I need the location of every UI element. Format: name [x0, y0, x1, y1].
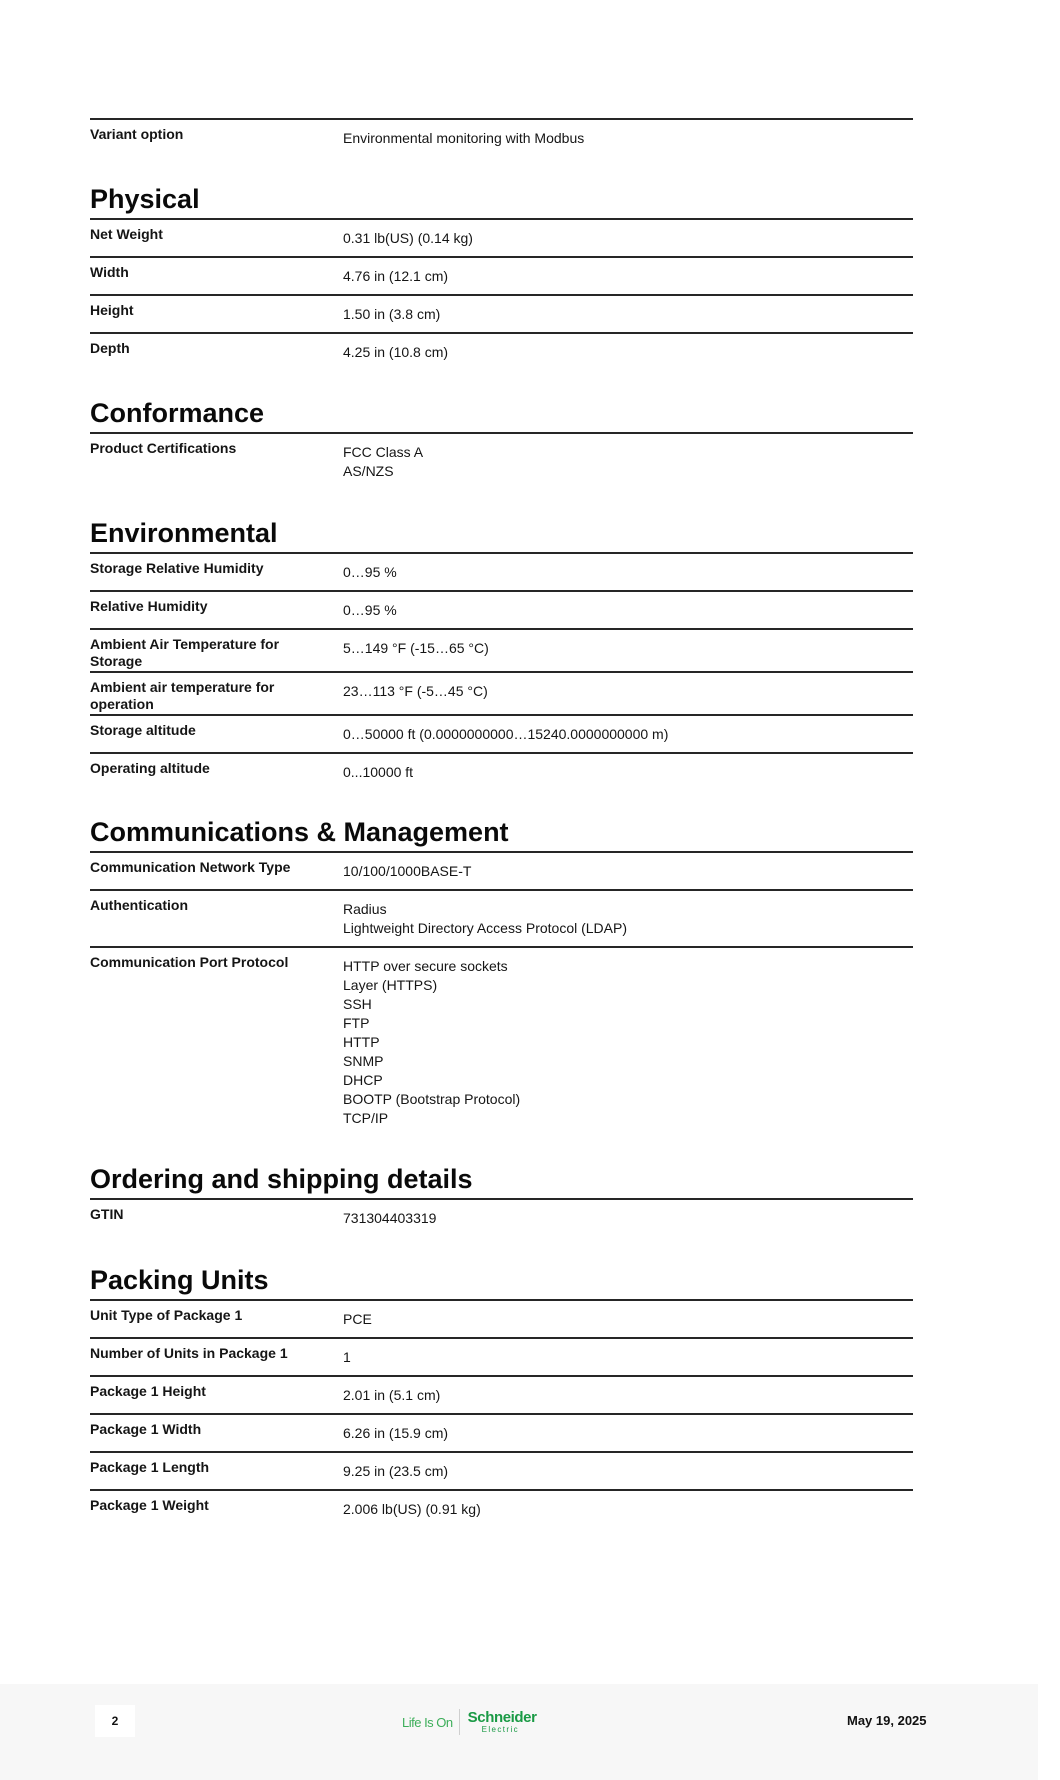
spec-value: 23…113 °F (-5…45 °C)	[343, 683, 488, 699]
spec-value: 0…95 %	[343, 564, 397, 580]
spec-label: Net Weight	[90, 226, 163, 242]
section-packing	[90, 1265, 913, 1527]
spec-label: Variant option	[90, 126, 184, 142]
section-title: Conformance	[90, 398, 265, 428]
spec-value: 10/100/1000BASE-T	[343, 863, 472, 879]
spec-label: Storage Relative Humidity	[90, 560, 264, 576]
spec-label: Product Certifications	[90, 440, 237, 456]
spec-row	[90, 628, 913, 671]
spec-label: Unit Type of Package 1	[90, 1307, 243, 1323]
spec-label: Ambient Air Temperature for Storage	[90, 636, 280, 669]
schneider-logo	[402, 1708, 537, 1736]
spec-value: 1.50 in (3.8 cm)	[343, 306, 441, 322]
logo-tagline: Life Is On	[402, 1714, 453, 1730]
spec-label: Height	[90, 302, 134, 318]
section-environmental	[90, 518, 913, 790]
spec-row	[90, 889, 913, 946]
section-title: Ordering and shipping details	[90, 1164, 473, 1194]
spec-label: Communication Network Type	[90, 859, 291, 875]
spec-row	[90, 332, 913, 370]
spec-value: 5…149 °F (-15…65 °C)	[343, 640, 489, 656]
spec-label: Width	[90, 264, 129, 280]
spec-row	[90, 1337, 913, 1375]
spec-value: 4.25 in (10.8 cm)	[343, 344, 449, 360]
spec-label: Relative Humidity	[90, 598, 208, 614]
spec-row	[90, 1299, 913, 1337]
spec-row	[90, 1413, 913, 1451]
section-title: Physical	[90, 184, 200, 214]
section-title: Packing Units	[90, 1265, 269, 1295]
spec-label: Storage altitude	[90, 722, 196, 738]
spec-label: Depth	[90, 340, 130, 356]
spec-row	[90, 1489, 913, 1527]
spec-value: 2.01 in (5.1 cm)	[343, 1387, 441, 1403]
document-date: May 19, 2025	[847, 1713, 927, 1728]
spec-row	[90, 851, 913, 889]
spec-row	[90, 1375, 913, 1413]
spec-label: GTIN	[90, 1206, 124, 1222]
spec-label: Package 1 Weight	[90, 1497, 209, 1513]
spec-value: FCC Class A AS/NZS	[343, 444, 424, 479]
spec-value: 9.25 in (23.5 cm)	[343, 1463, 449, 1479]
spec-row	[90, 432, 913, 492]
spec-label: Communication Port Protocol	[90, 954, 289, 970]
spec-row	[90, 218, 913, 256]
spec-value: 4.76 in (12.1 cm)	[343, 268, 449, 284]
spec-row	[90, 118, 913, 219]
spec-row	[90, 671, 913, 714]
spec-value: Environmental monitoring with Modbus	[343, 130, 585, 146]
section-conformance	[90, 398, 913, 492]
spec-row	[90, 946, 913, 1136]
spec-label: Ambient air temperature for operation	[90, 679, 275, 712]
section-ordering	[90, 1164, 913, 1236]
logo-divider	[459, 1709, 460, 1735]
spec-label: Package 1 Height	[90, 1383, 206, 1399]
spec-value: Radius Lightweight Directory Access Protocol (LDAP)	[343, 901, 627, 936]
spec-value: PCE	[343, 1311, 372, 1327]
spec-row	[90, 752, 913, 790]
brand-wordmark	[468, 1710, 537, 1734]
spec-row	[90, 714, 913, 752]
spec-value: 0...10000 ft	[343, 764, 414, 780]
spec-value: 0.31 lb(US) (0.14 kg)	[343, 230, 473, 246]
brand-sub: Electric	[481, 1725, 520, 1734]
spec-label: Authentication	[90, 897, 188, 913]
spec-value: HTTP over secure sockets Layer (HTTPS) SSH FTP HTTP SNMP DHCP BOOTP (Bootstrap Protocol) TCP/IP	[343, 958, 521, 1126]
section-communications	[90, 817, 913, 1136]
spec-label: Package 1 Width	[90, 1421, 202, 1437]
spec-label: Package 1 Length	[90, 1459, 210, 1475]
spec-value: 2.006 lb(US) (0.91 kg)	[343, 1501, 481, 1517]
spec-label: Operating altitude	[90, 760, 210, 776]
spec-row	[90, 590, 913, 628]
spec-row	[90, 552, 913, 590]
spec-value: 0…50000 ft (0.0000000000…15240.0000000000 m)	[343, 726, 669, 742]
spec-row	[90, 1451, 913, 1489]
spec-value: 731304403319	[343, 1210, 437, 1226]
section-physical	[90, 184, 913, 370]
spec-row	[90, 294, 913, 332]
spec-value: 6.26 in (15.9 cm)	[343, 1425, 449, 1441]
page-footer	[0, 1684, 1038, 1780]
spec-row	[90, 1198, 913, 1236]
spec-label: Number of Units in Package 1	[90, 1345, 288, 1361]
section-title: Environmental	[90, 518, 278, 548]
page-number: 2	[95, 1705, 135, 1737]
brand-name: Schneider	[467, 1709, 537, 1726]
spec-value: 0…95 %	[343, 602, 397, 618]
spec-value: 1	[343, 1349, 351, 1365]
spec-row	[90, 256, 913, 294]
section-title: Communications & Management	[90, 817, 509, 847]
section-variant	[90, 118, 913, 219]
